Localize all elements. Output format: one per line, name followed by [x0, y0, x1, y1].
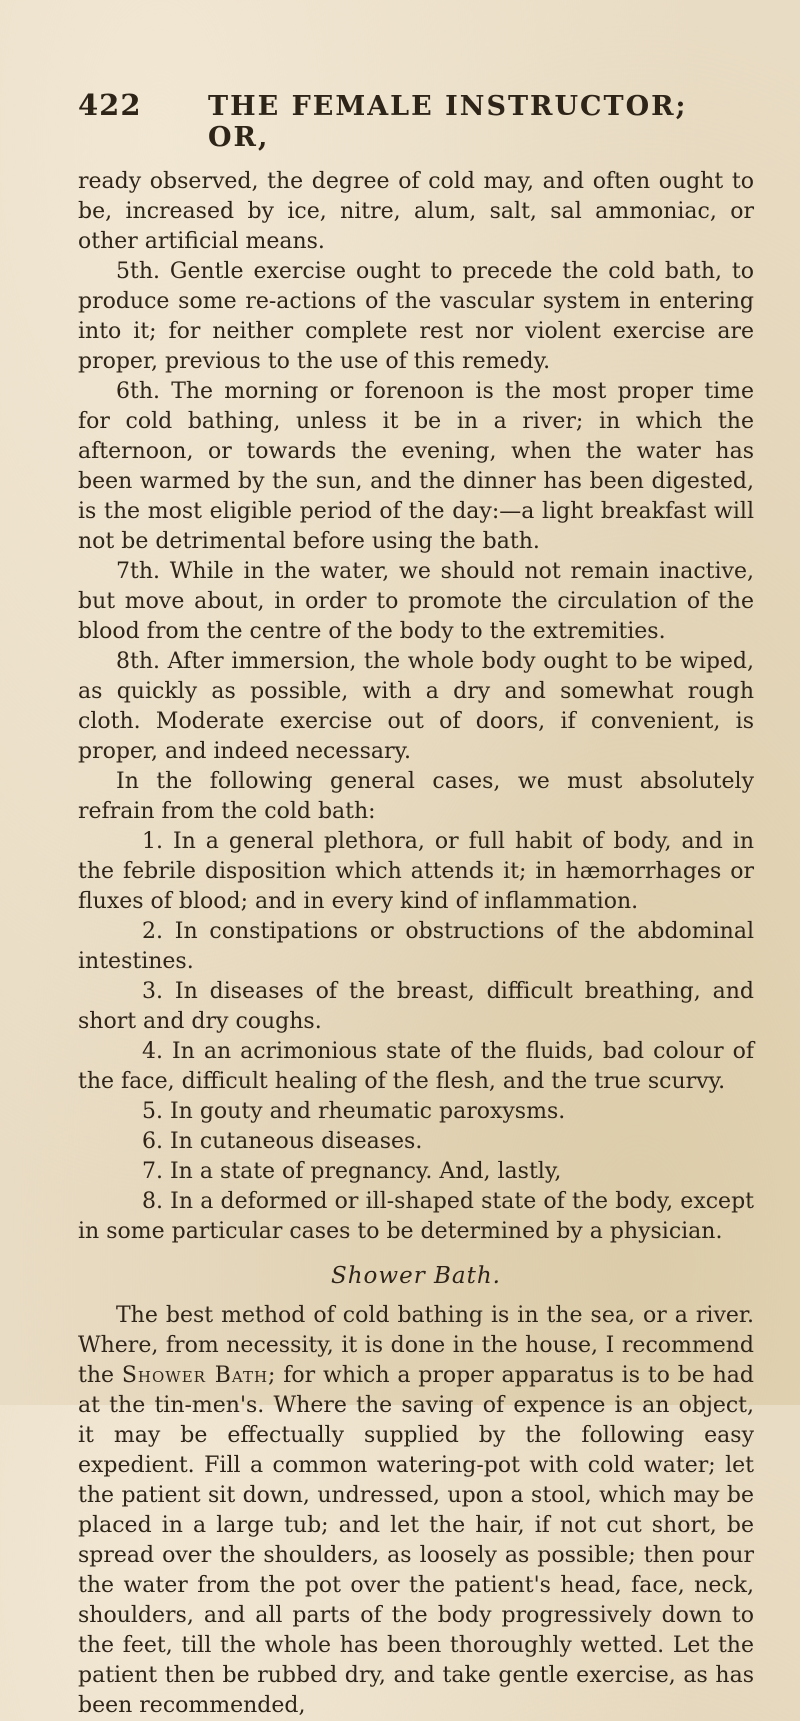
paragraph: In the following general cases, we must absolutely refrain from the cold bath: — [78, 769, 754, 824]
list-item: 4. In an acrimonious state of the fluids, bad colour of the face, difficult healing of the flesh, and the true scurvy. — [78, 1039, 754, 1094]
list-item: 8. In a deformed or ill-shaped state of the body, except in some particular cases to be determined by a physician. — [78, 1189, 754, 1244]
list-item: 1. In a general plethora, or full habit of body, and in the febrile disposition which attends it; in hæmorrhages or fluxes of blood; and in every kind of inflammation. — [78, 829, 754, 914]
body-text — [78, 167, 754, 1721]
paragraph: 7th. While in the water, we should not remain inactive, but move about, in order to promote the circulation of the blood from the centre of the body to the extremities. — [78, 559, 754, 644]
running-head: THE FEMALE INSTRUCTOR; OR, — [208, 91, 688, 153]
section-title: Shower Bath. — [330, 1263, 501, 1289]
page-number: 422 — [78, 88, 142, 122]
paragraph: 6th. The morning or forenoon is the most proper time for cold bathing, unless it be in a river; in which the afternoon, or towards the evening, when the water has been warmed by the sun, and the dinner has been digested, is the most eligible period of the day:—a light breakfast will not be detrimental before using the bath. — [78, 379, 754, 554]
list-item: 5. In gouty and rheumatic paroxysms. — [142, 1099, 566, 1124]
paragraph: ready observed, the degree of cold may, and often ought to be, increased by ice, nitre, alum, salt, sal ammoniac, or other artificial means. — [78, 169, 754, 254]
closing-text-b: ; for which a proper apparatus is to be had at the tin-men's. Where the saving of expence is an object, it may be effectually supplied by the following easy expedient. Fill a common watering-pot with cold water; let the patient sit down, undressed, upon a stool, which may be placed in a large tub; and let the hair, if not cut short, be spread over the shoulders, as loosely as possible; then pour the water from the pot over the patient's head, face, neck, shoulders, and all parts of the body progressively down to the feet, till the whole has been thoroughly wetted. Let the patient then be rubbed dry, and take gentle exercise, as has been recommended, — [78, 1363, 754, 1718]
closing-paragraph — [78, 1301, 754, 1721]
shower-bath-term: Shower Bath — [121, 1363, 269, 1388]
list-item: 6. In cutaneous diseases. — [142, 1129, 423, 1154]
list-item: 3. In diseases of the breast, difficult breathing, and short and dry coughs. — [78, 979, 754, 1034]
page-header — [78, 88, 754, 153]
closing-text-a: The best method of cold bathing is in the sea, or a river. Where, from necessity, it is done in the house, I recommend the — [78, 1303, 754, 1388]
paragraph: 5th. Gentle exercise ought to precede the cold bath, to produce some re-actions of the vascular system in entering into it; for neither complete rest nor violent exercise are proper, previous to the use of this remedy. — [78, 259, 754, 374]
list-item: 2. In constipations or obstructions of the abdominal intestines. — [78, 919, 754, 974]
list-item: 7. In a state of pregnancy. And, lastly, — [142, 1159, 562, 1184]
paragraph: 8th. After immersion, the whole body ought to be wiped, as quickly as possible, with a dry and somewhat rough cloth. Moderate exercise out of doors, if convenient, is proper, and indeed necessary. — [78, 649, 754, 764]
